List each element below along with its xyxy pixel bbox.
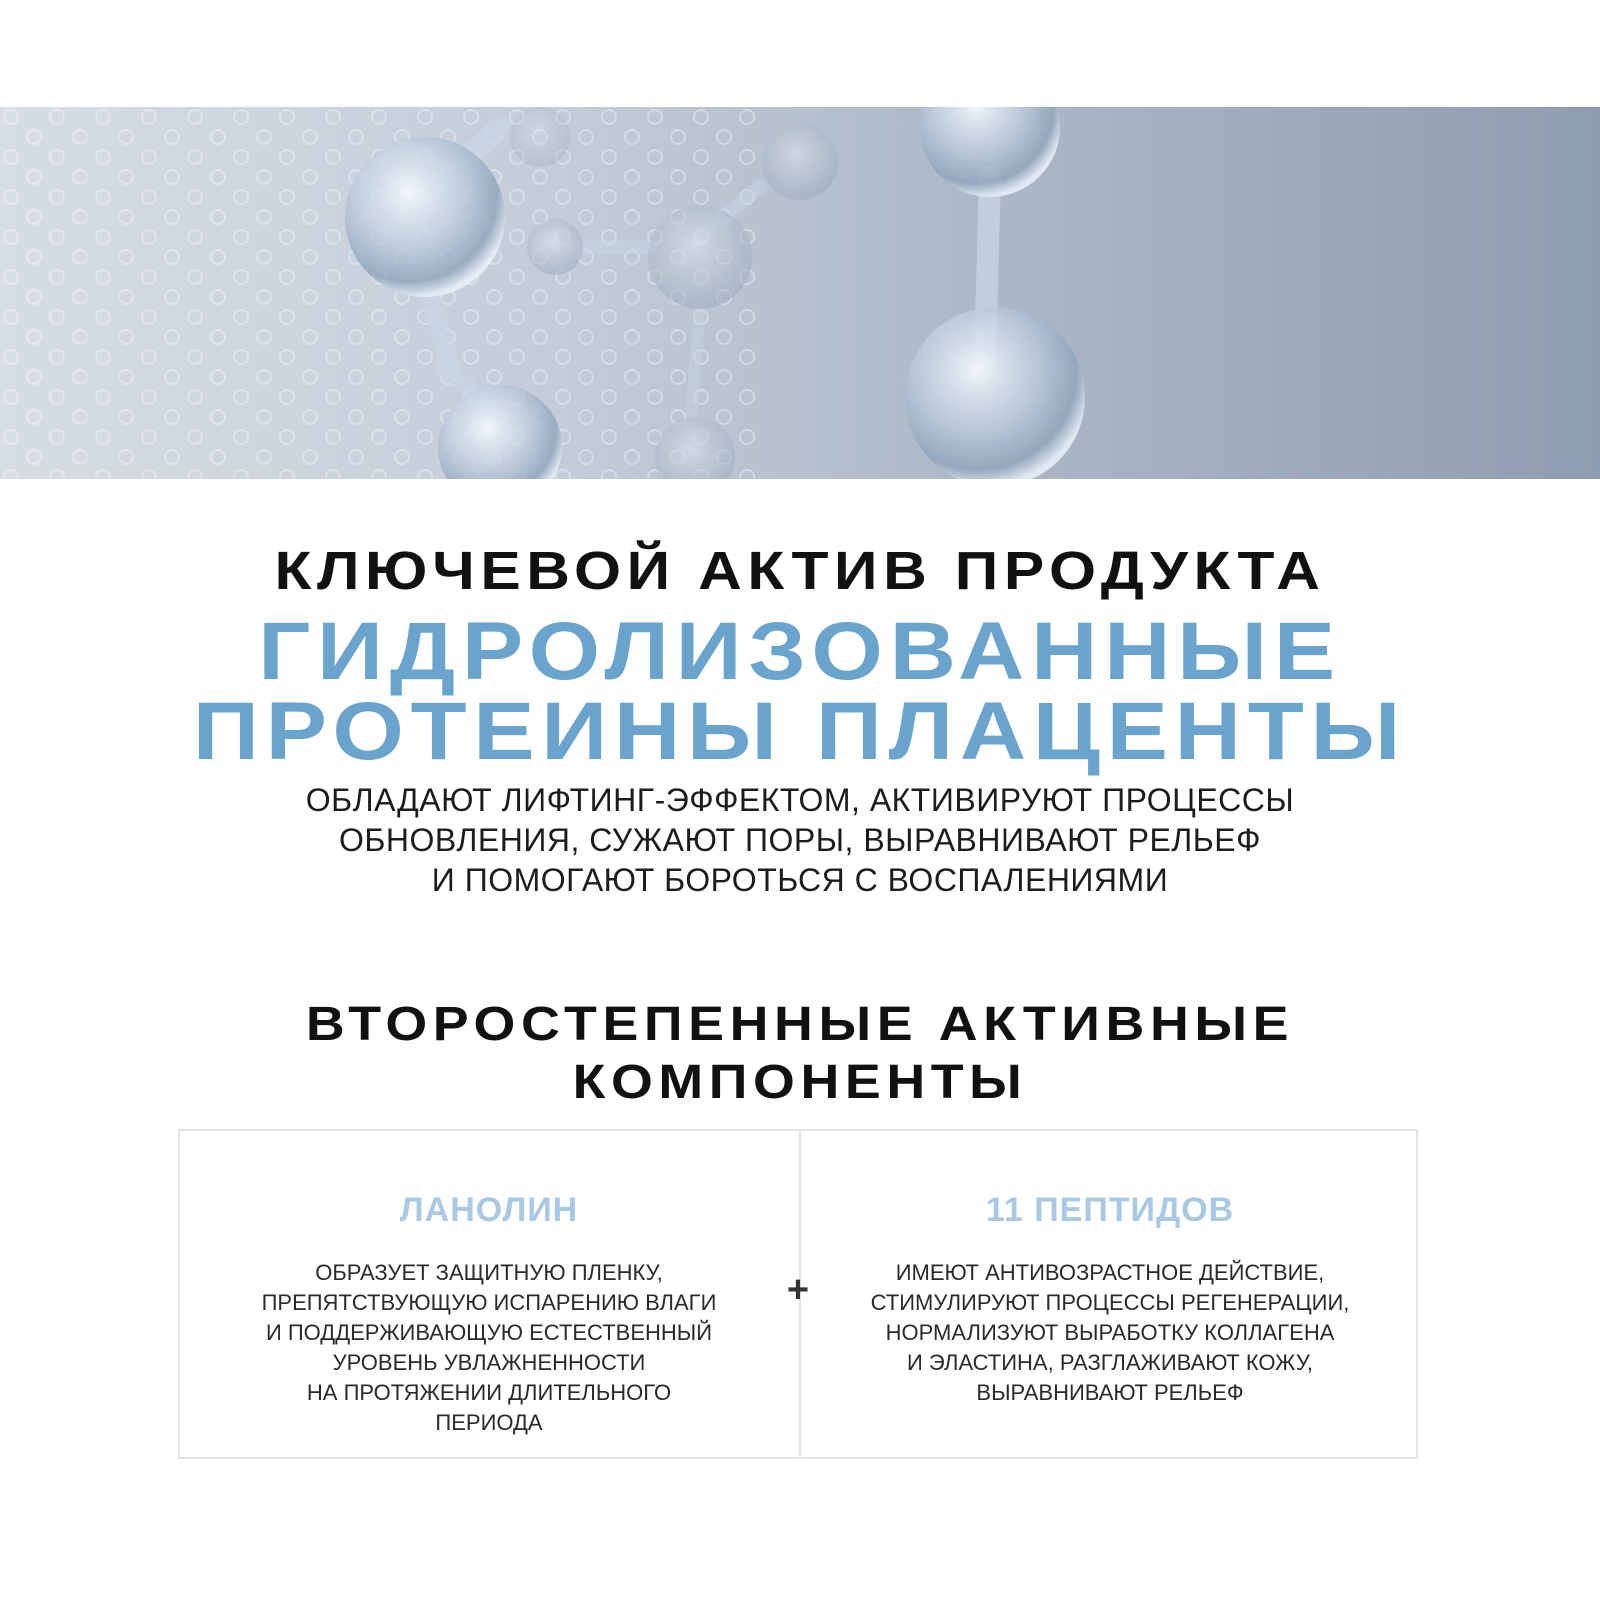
component-description-line: НОРМАЛИЗУЮТ ВЫРАБОТКУ КОЛЛАГЕНА [885,1320,1335,1345]
molecule-banner-image [0,107,1600,479]
molecule-sphere [345,137,505,297]
component-description-line: ПЕРИОДА [435,1410,543,1435]
description-line: И ПОМОГАЮТ БОРОТЬСЯ С ВОСПАЛЕНИЯМИ [431,862,1169,898]
component-description-line: НА ПРОТЯЖЕНИИ ДЛИТЕЛЬНОГО [306,1380,672,1405]
secondary-heading-line: ВТОРОСТЕПЕННЫЕ АКТИВНЫЕ [305,998,1295,1051]
component-description-line: ВЫРАВНИВАЮТ РЕЛЬЕФ [976,1380,1244,1405]
component-title: ЛАНОЛИН [399,1191,579,1229]
key-active-name-line: ПРОТЕИНЫ ПЛАЦЕНТЫ [192,686,1408,777]
component-title: 11 ПЕПТИДОВ [985,1191,1235,1229]
secondary-components-heading [0,996,1600,1112]
component-card-lanolin [180,1131,798,1457]
secondary-heading-line: КОМПОНЕНТЫ [572,1056,1028,1109]
molecule-sphere [905,307,1085,479]
component-description-line: УРОВЕНЬ УВЛАЖНЕННОСТИ [332,1350,646,1375]
description-line: ОБЛАДАЮТ ЛИФТИНГ-ЭФФЕКТОМ, АКТИВИРУЮТ ПРОЦЕССЫ [305,782,1295,818]
component-description-line: ОБРАЗУЕТ ЗАЩИТНУЮ ПЛЕНКУ, [315,1260,663,1285]
plus-icon: + [786,1269,810,1311]
component-description [801,1258,1419,1408]
component-description-line: СТИМУЛИРУЮТ ПРОЦЕССЫ РЕГЕНЕРАЦИИ, [870,1290,1350,1315]
component-description-line: И ПОДДЕРЖИВАЮЩУЮ ЕСТЕСТВЕННЫЙ [265,1320,713,1345]
component-description-line: ИМЕЮТ АНТИВОЗРАСТНОЕ ДЕЙСТВИЕ, [895,1260,1325,1285]
component-card-peptides [801,1131,1419,1457]
components-panel [178,1129,1418,1459]
component-description-line: И ЭЛАСТИНА, РАЗГЛАЖИВАЮТ КОЖУ, [907,1350,1313,1375]
key-active-description [0,780,1600,900]
key-active-name-line: ГИДРОЛИЗОВАННЫЕ [258,606,1342,697]
key-active-name [0,606,1600,777]
component-description-line: ПРЕПЯТСТВУЮЩУЮ ИСПАРЕНИЮ ВЛАГИ [261,1290,717,1315]
molecule-sphere [920,107,1060,197]
description-line: ОБНОВЛЕНИЯ, СУЖАЮТ ПОРЫ, ВЫРАВНИВАЮТ РЕЛЬЕФ [339,822,1261,858]
component-description [180,1258,798,1438]
key-active-label: КЛЮЧЕВОЙ АКТИВ ПРОДУКТА [274,541,1326,601]
